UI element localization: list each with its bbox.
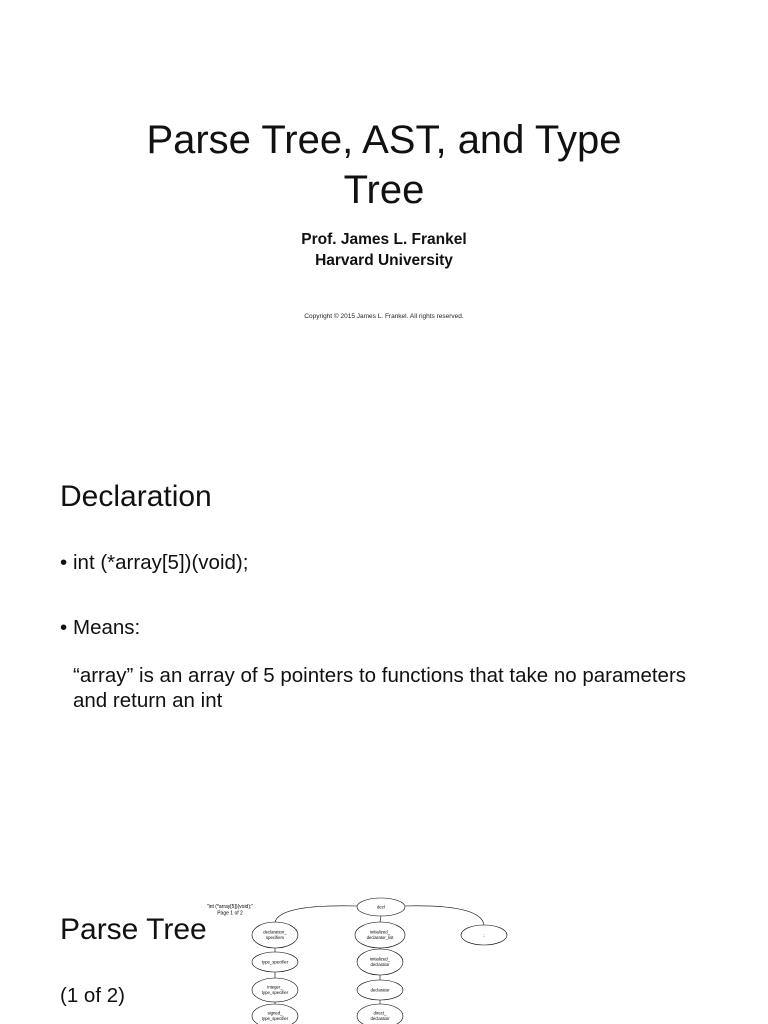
parse-tree-node-label: ; [483,932,485,938]
declaration-heading: Declaration [60,480,212,513]
parse-tree-diagram [190,890,520,1024]
parse-tree-edge [275,906,358,922]
parse-tree-edge [380,916,381,922]
presentation-title: Parse Tree, AST, and Type Tree [146,118,622,212]
parse-tree-node-label: declarator_list [366,935,394,940]
bullet-marker [60,616,67,640]
author-name: Prof. James L. Frankel [301,231,467,248]
parse-tree-node-label: initialized_ [369,929,391,935]
parse-tree-page-label: Page 1 of 2 [217,910,243,917]
parse-tree-caption: "int (*array[5])(void);" [206,904,254,910]
author-block [0,229,768,271]
parse-tree-node-label: declarator [370,1016,390,1021]
parse-tree-node-label: direct_ [373,1010,387,1016]
parse-tree-heading: Parse Tree [60,913,207,946]
bullet-item-declaration-code [60,551,248,575]
parse-tree-node-label: signed_ [267,1010,283,1016]
copyright-notice: Copyright © 2015 James L. Frankel. All rights reserved. [304,313,464,320]
parse-tree-node-label: type_specifier [261,959,289,965]
parse-tree-node-label: integer_ [267,984,283,990]
parse-tree-node-label: initialized_ [369,956,391,962]
bullet-marker [60,551,67,575]
parse-tree-node-label: declarator [370,987,390,993]
parse-tree-node-label: declarator [370,962,390,967]
parse-tree-part-label: (1 of 2) [60,984,125,1007]
parse-tree-node-label: type_specifier [261,1016,289,1021]
parse-tree-node-label: specifiers [265,935,285,940]
bullet-text: int (*array[5])(void); [73,551,249,574]
author-affiliation: Harvard University [315,252,453,269]
bullet-item-means [60,616,140,640]
parse-tree-edge [404,906,484,925]
bullet-text: Means: [73,616,141,639]
parse-tree-node-label: declaration_ [263,929,287,935]
declaration-explanation: “array” is an array of 5 pointers to functions that take no parameters and return an int [73,664,687,712]
parse-tree-node-label: decl [377,904,385,910]
parse-tree-node-label: type_specifier [261,990,289,995]
